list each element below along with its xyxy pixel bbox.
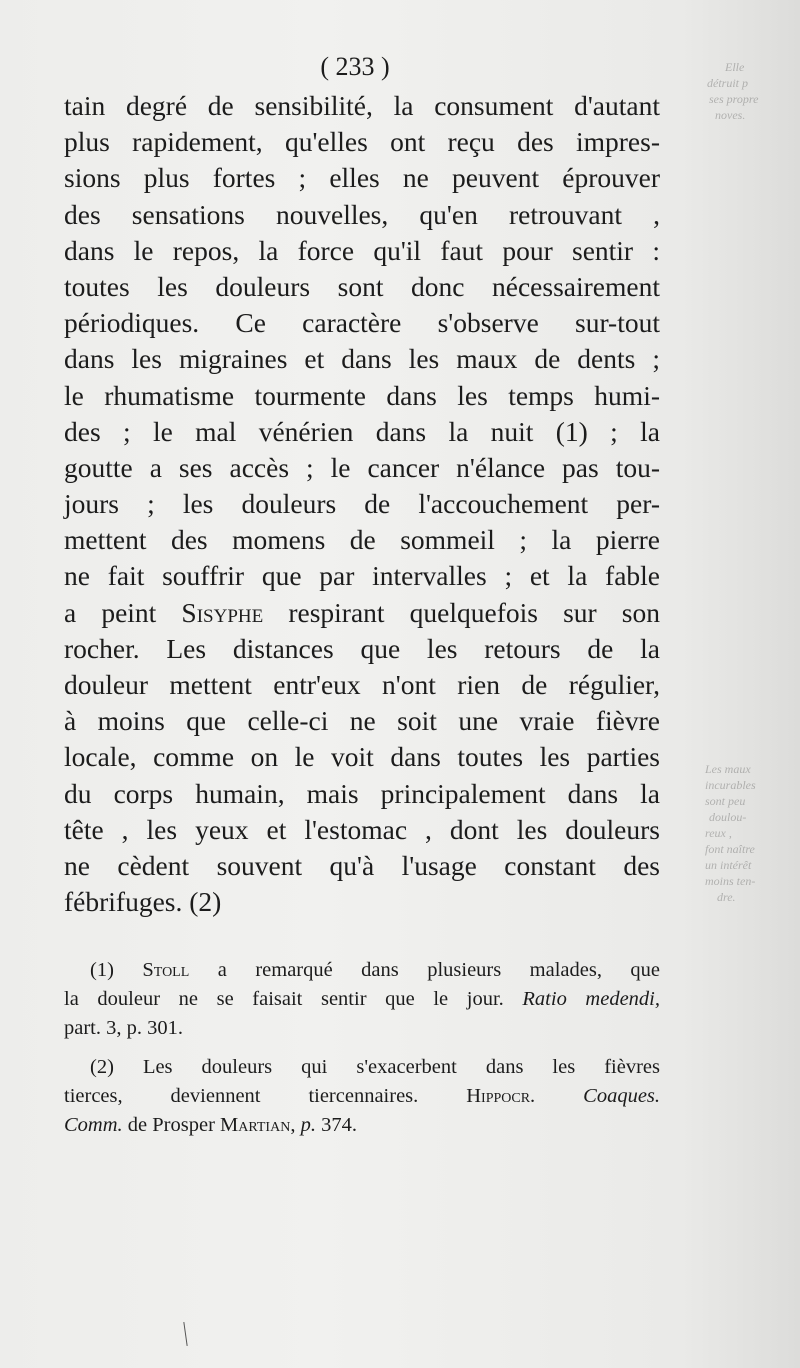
footnote-work-title: Coaques.	[583, 1085, 661, 1107]
body-line-sisyphe	[64, 595, 660, 631]
body-line: du corps humain, mais principalement dans la	[64, 777, 660, 809]
footnote-line: part. 3, p. 301.	[64, 1017, 183, 1039]
ink-mark	[183, 1322, 187, 1346]
body-line: goutte a ses accès ; le cancer n'élance pas tou-	[64, 451, 660, 483]
bleed-note: doulou-	[709, 810, 747, 824]
body-line: périodiques. Ce caractère s'observe sur-tout	[64, 307, 660, 339]
bleed-note: moins ten-	[705, 874, 756, 888]
bleed-note: Elle	[725, 60, 745, 74]
body-line: ne cèdent souvent qu'à l'usage constant des	[64, 849, 660, 881]
footnote-author: Stoll	[142, 959, 190, 981]
body-line: sions plus fortes ; elles ne peuvent éprouver	[64, 162, 660, 194]
body-line: locale, comme on le voit dans toutes les parties	[64, 741, 660, 773]
footnote-line: Comm. de Prosper Martian, p. 374.	[64, 1114, 357, 1136]
bleed-note: dre.	[717, 890, 736, 904]
footnote-marker: (2)	[90, 1056, 114, 1078]
footnotes	[64, 956, 660, 1140]
bleed-note: incurables	[705, 778, 756, 792]
body-line: mettent des momens de sommeil ; la pierre	[64, 524, 660, 556]
footnote-1	[64, 956, 660, 1043]
footnote-line	[64, 1082, 660, 1111]
body-line-fragment: a peint	[64, 596, 157, 628]
footnote-text: Les douleurs qui s'exacerbent dans les fièvres	[142, 1056, 660, 1078]
body-line: plus rapidement, qu'elles ont reçu des impres-	[64, 126, 660, 158]
bleed-note: détruit p	[707, 76, 748, 90]
body-line: fébrifuges. (2)	[64, 886, 222, 918]
body-line: des sensations nouvelles, qu'en retrouvant ,	[64, 198, 660, 230]
body-line: des ; le mal vénérien dans la nuit (1) ; la	[64, 415, 660, 447]
body-line: ne fait souffrir que par intervalles ; et la fable	[64, 560, 660, 592]
footnote-line	[64, 985, 660, 1014]
body-line-fragment: respirant quelquefois sur son	[288, 596, 660, 628]
footnote-abbrev: Comm.	[64, 1114, 123, 1136]
footnote-line	[64, 1053, 660, 1082]
body-line: rocher. Les distances que les retours de la	[64, 632, 660, 664]
footnote-author: Hippocr.	[466, 1085, 536, 1107]
footnote-line	[64, 956, 660, 985]
footnote-work-title: Ratio medendi,	[522, 988, 661, 1010]
bleed-note: un intérêt	[705, 858, 752, 872]
footnote-text: de Prosper	[127, 1114, 215, 1136]
body-line: toutes les douleurs sont donc nécessairement	[64, 270, 660, 302]
footnote-text: tierces, deviennent tiercennaires.	[64, 1085, 419, 1107]
bleed-note: reux ,	[705, 826, 732, 840]
bleed-note: noves.	[715, 108, 746, 122]
footnote-page: 374.	[321, 1114, 357, 1136]
body-line: douleur mettent entr'eux n'ont rien de régulier,	[64, 669, 660, 700]
bleed-note: ses propre	[709, 92, 759, 106]
footnote-author: Martian	[220, 1114, 291, 1136]
bleed-note: sont peu	[705, 794, 746, 808]
footnote-2	[64, 1053, 660, 1140]
person-name-sisyphe: Sisyphe	[181, 596, 264, 628]
body-line: tête , les yeux et l'estomac , dont les douleurs	[64, 813, 660, 845]
page-number: ( 233 )	[320, 52, 390, 81]
footnote-text: la douleur ne se faisait sentir que le jour.	[64, 988, 504, 1010]
body-line: le rhumatisme tourmente dans les temps humi-	[64, 379, 660, 411]
footnote-page-abbrev: p.	[300, 1114, 316, 1136]
body-line: jours ; les douleurs de l'accouchement per-	[64, 488, 660, 520]
bleed-note: font naître	[705, 842, 755, 856]
footnote-marker: (1)	[90, 959, 114, 981]
body-line: dans les migraines et dans les maux de dents ;	[64, 343, 660, 375]
footnote-text: a remarqué dans plusieurs malades, que	[217, 959, 661, 981]
bleed-note: Les maux	[705, 762, 751, 776]
bleed-through-margin-notes	[665, 40, 795, 1040]
body-line: à moins que celle-ci ne soit une vraie fièvre	[64, 705, 660, 737]
main-paragraph	[64, 88, 660, 920]
body-line: dans le repos, la force qu'il faut pour sentir :	[64, 234, 660, 266]
body-line: tain degré de sensibilité, la consument d'autant	[64, 90, 660, 121]
